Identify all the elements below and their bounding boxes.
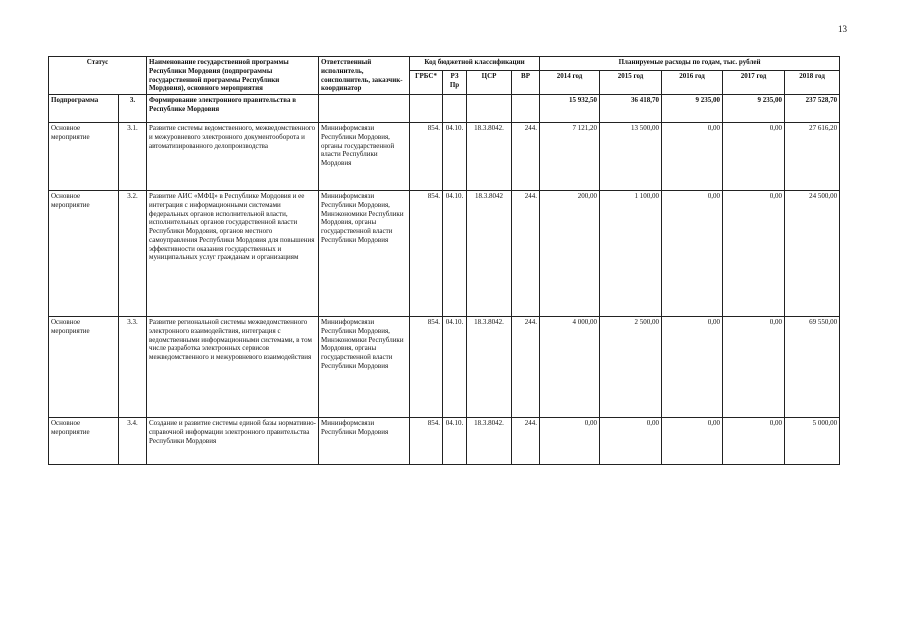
row-number: 3.1.	[119, 123, 147, 191]
header-status: Статус	[49, 57, 147, 95]
row-number: 3.3.	[119, 317, 147, 418]
row-executor: Мининформсвязи Республики Мордовия	[319, 418, 410, 465]
row-executor: Мининформсвязи Республики Мордовия, Минэкономики Республики Мордовия, органы государственной власти Республики Мордовия	[319, 191, 410, 317]
row-vr: 244.	[512, 317, 540, 418]
row-value-2014: 7 121,20	[540, 123, 600, 191]
subprogram-value-2014: 15 932,50	[540, 95, 600, 123]
row-name: Создание и развитие системы единой базы нормативно-справочной информации электронного правительства Республики Мордовия	[147, 418, 319, 465]
subprogram-value-2015: 36 418,70	[600, 95, 662, 123]
row-value-2017: 0,00	[723, 123, 785, 191]
header-year-2018: 2018 год	[785, 70, 840, 94]
table-row	[49, 418, 840, 465]
header-vr: ВР	[512, 70, 540, 94]
row-csr: 18.3.8042	[467, 191, 512, 317]
header-planned-expenses: Планируемые расходы по годам, тыс. рублей	[540, 57, 840, 71]
table-row	[49, 123, 840, 191]
row-status: Основное мероприятие	[49, 123, 119, 191]
row-value-2017: 0,00	[723, 191, 785, 317]
row-rz-pr: 04.10.	[443, 191, 467, 317]
subprogram-status: Подпрограмма	[49, 95, 119, 123]
row-value-2014: 0,00	[540, 418, 600, 465]
header-csr: ЦСР	[467, 70, 512, 94]
row-number: 3.4.	[119, 418, 147, 465]
row-value-2018: 24 500,00	[785, 191, 840, 317]
row-grbs: 854.	[410, 418, 443, 465]
row-vr: 244.	[512, 418, 540, 465]
row-value-2016: 0,00	[662, 123, 723, 191]
header-name: Наименование государственной программы Республики Мордовия (подпрограммы государственной программы Республики Мордовия), основного мероприятия	[147, 57, 319, 95]
row-executor: Мининформсвязи Республики Мордовия, органы государственной власти Республики Мордовия	[319, 123, 410, 191]
subprogram-rz-cell	[443, 95, 467, 123]
row-csr: 18.3.8042.	[467, 418, 512, 465]
subprogram-number: 3.	[119, 95, 147, 123]
table-row	[49, 191, 840, 317]
row-grbs: 854.	[410, 191, 443, 317]
row-value-2017: 0,00	[723, 418, 785, 465]
row-value-2016: 0,00	[662, 317, 723, 418]
row-status: Основное мероприятие	[49, 191, 119, 317]
page-number: 13	[838, 24, 847, 34]
table-row	[49, 317, 840, 418]
row-rz-pr: 04.10.	[443, 317, 467, 418]
row-value-2016: 0,00	[662, 191, 723, 317]
row-grbs: 854.	[410, 317, 443, 418]
row-name: Развитие региональной системы межведомственного электронного взаимодействия, интеграция с ведомственными информационными системами, в том числе разработка электронных сервисов межведомственного и межуровневого взаимодействия	[147, 317, 319, 418]
subprogram-vr-cell	[512, 95, 540, 123]
subprogram-grbs-cell	[410, 95, 443, 123]
row-rz-pr: 04.10.	[443, 418, 467, 465]
row-value-2015: 1 100,00	[600, 191, 662, 317]
row-vr: 244.	[512, 123, 540, 191]
subprogram-value-2017: 9 235,00	[723, 95, 785, 123]
header-grbs: ГРБС*	[410, 70, 443, 94]
header-year-2015: 2015 год	[600, 70, 662, 94]
header-year-2017: 2017 год	[723, 70, 785, 94]
row-vr: 244.	[512, 191, 540, 317]
row-value-2014: 4 000,00	[540, 317, 600, 418]
row-grbs: 854.	[410, 123, 443, 191]
budget-table	[48, 56, 840, 465]
subprogram-name: Формирование электронного правительства в Республике Мордовия	[147, 95, 319, 123]
row-value-2018: 5 000,00	[785, 418, 840, 465]
subprogram-value-2018: 237 528,70	[785, 95, 840, 123]
row-value-2015: 2 500,00	[600, 317, 662, 418]
header-row-1	[49, 57, 840, 71]
row-value-2014: 200,00	[540, 191, 600, 317]
row-status: Основное мероприятие	[49, 418, 119, 465]
header-executor: Ответственный исполнитель, соисполнитель, заказчик-координатор	[319, 57, 410, 95]
row-rz-pr: 04.10.	[443, 123, 467, 191]
row-name: Развитие системы ведомственного, межведомственного и межуровневого электронного документооборота и автоматизированного делопроизводства	[147, 123, 319, 191]
subprogram-row	[49, 95, 840, 123]
row-csr: 18.3.8042.	[467, 123, 512, 191]
row-value-2015: 0,00	[600, 418, 662, 465]
row-csr: 18.3.8042.	[467, 317, 512, 418]
row-value-2015: 13 500,00	[600, 123, 662, 191]
row-status: Основное мероприятие	[49, 317, 119, 418]
subprogram-executor-cell	[319, 95, 410, 123]
header-rz-pr: РЗ Пр	[443, 70, 467, 94]
row-number: 3.2.	[119, 191, 147, 317]
row-executor: Мининформсвязи Республики Мордовия, Минэкономики Республики Мордовия, органы государственной власти Республики Мордовия	[319, 317, 410, 418]
header-year-2014: 2014 год	[540, 70, 600, 94]
header-budget-code: Код бюджетной классификации	[410, 57, 540, 71]
subprogram-csr-cell	[467, 95, 512, 123]
row-name: Развитие АИС «МФЦ» в Республике Мордовия и ее интеграция с информационными системами федеральных органов исполнительной власти, исполнительных органов государственной власти Республики Мордовия, органов местного самоуправления Республики Мордовия для повышения эффективности оказания государственных и муниципальных услуг гражданам и организациям	[147, 191, 319, 317]
row-value-2017: 0,00	[723, 317, 785, 418]
header-year-2016: 2016 год	[662, 70, 723, 94]
row-value-2018: 27 616,20	[785, 123, 840, 191]
subprogram-value-2016: 9 235,00	[662, 95, 723, 123]
row-value-2016: 0,00	[662, 418, 723, 465]
row-value-2018: 69 550,00	[785, 317, 840, 418]
